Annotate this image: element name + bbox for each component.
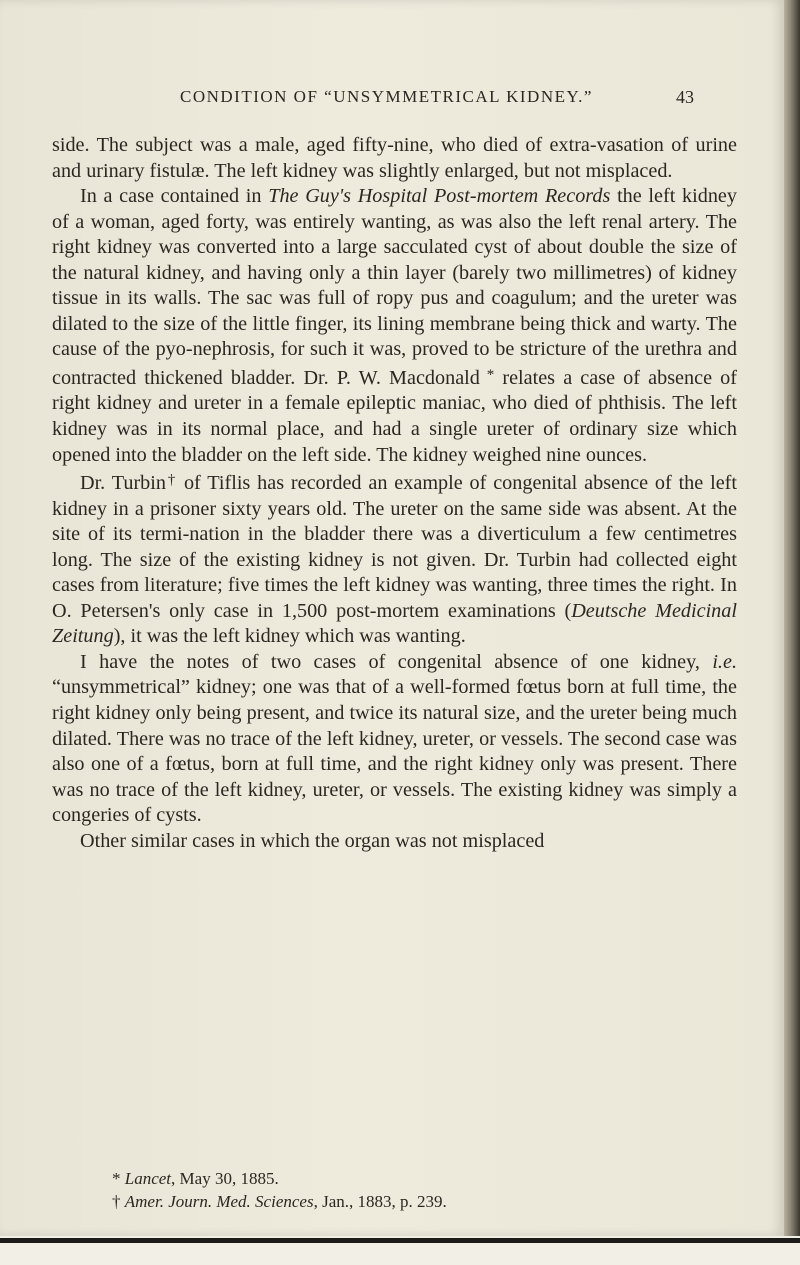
body-text — [52, 133, 737, 854]
journal-title: Deutsche Medicinal Zeitung — [52, 599, 737, 648]
paragraph-3: Dr. Turbin† of Tiflis has recorded an example of congenital absence of the left kidney in a prisoner sixty years old. The ureter on the same side was absent. At the site of its termi-nation in the bladder there was a diverticulum a few centimetres long. The size of the existing kidney is not given. Dr. Turbin had collected eight cases from literature; five times the left kidney was wanting, three times the right. In O. Petersen's only case in 1,500 post-mortem examinations (Deutsche Medicinal Zeitung), it was the left kidney which was wanting. — [52, 472, 737, 648]
footnote-2: † Amer. Journ. Med. Sciences, Jan., 1883, p. 239. — [112, 1192, 447, 1211]
running-title: CONDITION OF “UNSYMMETRICAL KIDNEY.” — [180, 87, 593, 106]
page-number: 43 — [676, 87, 694, 107]
record-title: The Guy's Hospital Post-mortem Records — [268, 185, 611, 208]
bottom-rule — [0, 1238, 800, 1243]
paragraph-2: In a case contained in The Guy's Hospital Post-mortem Records the left kidney of a woman, aged forty, was entirely wanting, as was also the left renal artery. The right kidney was converted into a large sacculated cyst of about double the size of the natural kidney, and having only a thin layer (barely two millimetres) of kidney tissue in its walls. The sac was full of ropy pus and coagulum; and the ureter was dilated to the size of the little finger, its lining membrane being thick and warty. The cause of the pyo-nephrosis, for such it was, proved to be stricture of the urethra and contracted thickened bladder. Dr. P. W. Macdonald * relates a case of absence of right kidney and ureter in a female epileptic maniac, who died of phthisis. The left kidney was in its normal place, and had a single ureter of ordinary size which opened into the bladder on the left side. The kidney weighed nine ounces. — [52, 185, 737, 466]
footnote-ref-dagger: † — [165, 472, 178, 489]
paragraph-5: Other similar cases in which the organ was not misplaced — [80, 829, 545, 852]
paragraph-4: I have the notes of two cases of congenital absence of one kidney, i.e. “unsymmetrical” kidney; one was that of a well-formed fœtus born at full time, the right kidney only being present, and twice its natural size, and the ureter being much dilated. There was no trace of the left kidney, ureter, or vessels. The second case was also one of a fœtus, born at full time, and the right kidney only was present. There was no trace of the left kidney, ureter, or vessels. The existing kidney was simply a congeries of cysts. — [52, 650, 737, 827]
footnote-1: * Lancet, May 30, 1885. — [112, 1169, 279, 1188]
footnote-ref-asterisk: * — [479, 366, 495, 383]
footnotes — [112, 1167, 712, 1213]
book-spine-edge — [784, 0, 800, 1265]
paragraph-1: side. The subject was a male, aged fifty-nine, who died of extra-vasation of urine and urinary fistulæ. The left kidney was slightly enlarged, but not misplaced. — [52, 134, 737, 182]
running-header — [180, 87, 720, 107]
